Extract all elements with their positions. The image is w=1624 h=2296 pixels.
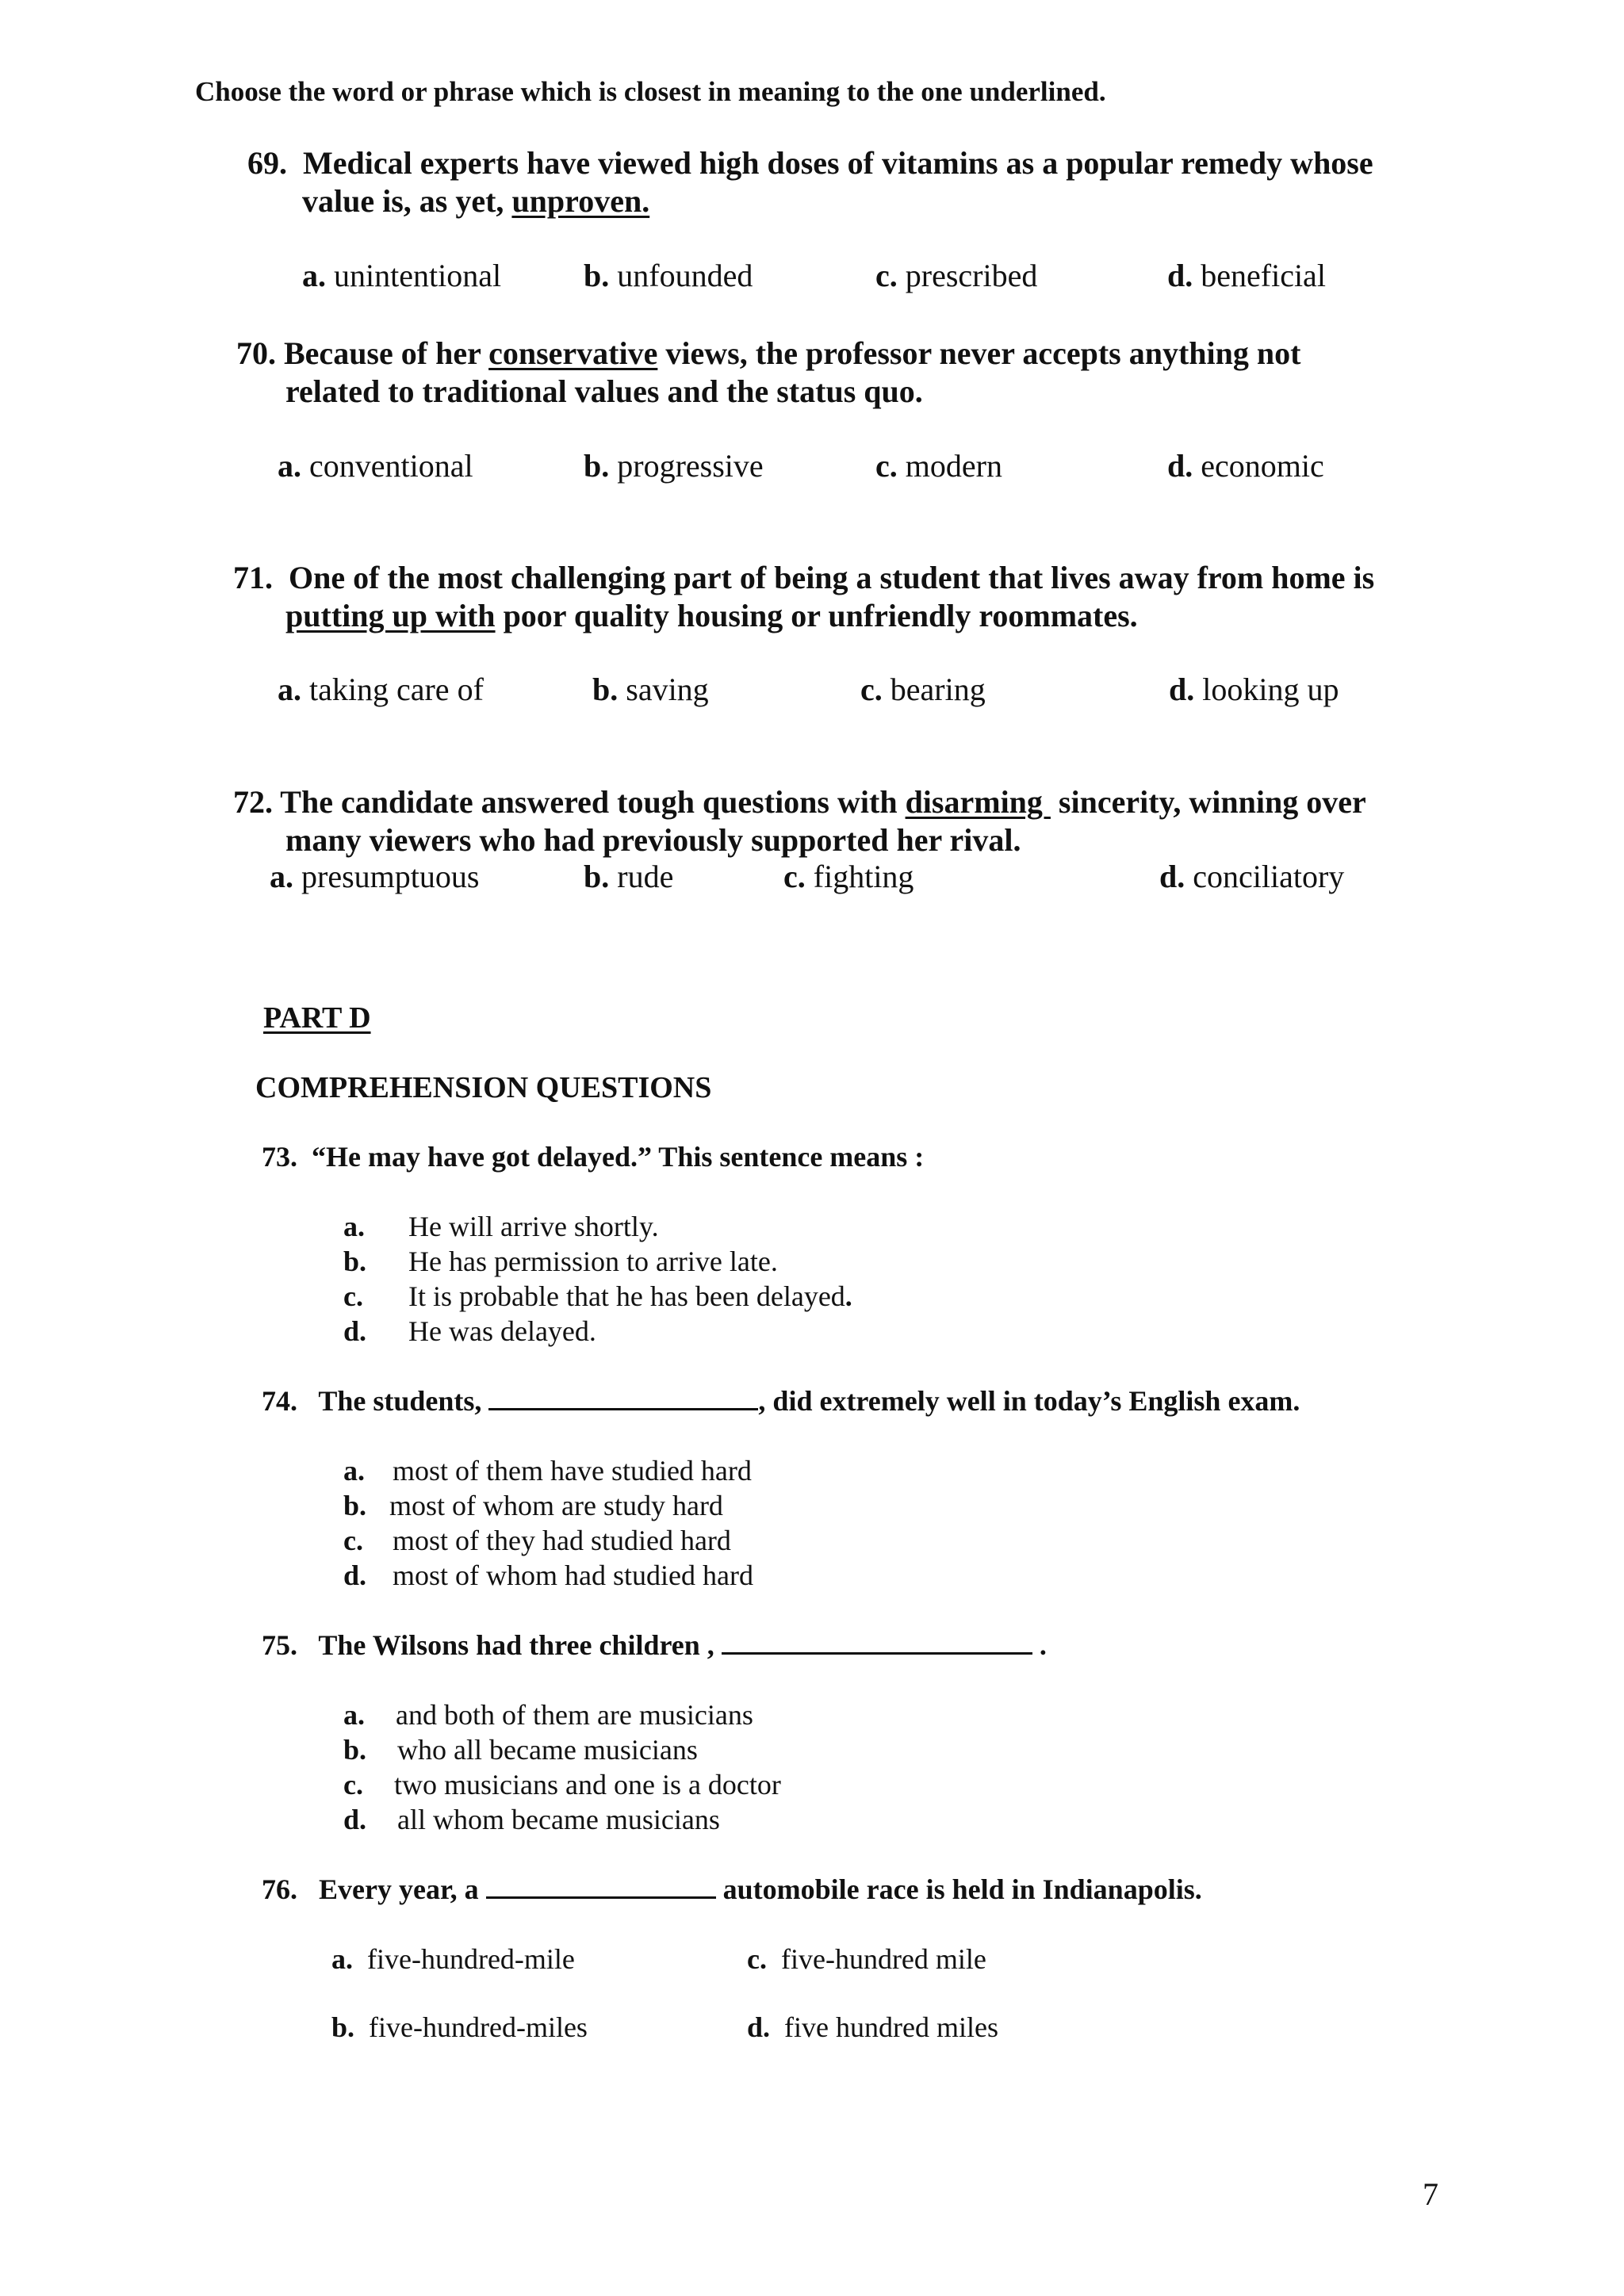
option-letter: b. — [343, 1734, 367, 1766]
question-text: sincerity, winning over — [1050, 784, 1366, 820]
option-b[interactable] — [592, 671, 709, 708]
option-letter: b. — [343, 1490, 367, 1521]
option-letter: c. — [783, 859, 806, 894]
option-d[interactable] — [747, 2011, 998, 2044]
underlined-phrase: putting up with — [285, 598, 496, 633]
option-text: modern — [905, 448, 1002, 484]
option-text: looking up — [1202, 672, 1339, 707]
question-number: 73. — [262, 1141, 297, 1173]
option-text: presumptuous — [301, 859, 480, 894]
option-text: most of whom had studied hard — [393, 1559, 753, 1591]
question-text: Because of her — [284, 335, 489, 371]
option-letter: d. — [1167, 258, 1193, 293]
option-c[interactable] — [343, 1280, 852, 1313]
option-text: who all became musicians — [397, 1734, 698, 1766]
option-letter: c. — [875, 258, 898, 293]
option-letter: a. — [270, 859, 293, 894]
option-b[interactable] — [343, 1733, 698, 1766]
question-76 — [262, 1873, 1202, 1906]
option-text: most of they had studied hard — [393, 1525, 731, 1556]
option-period: . — [845, 1280, 852, 1312]
option-c[interactable] — [343, 1524, 731, 1557]
question-69 — [247, 144, 1373, 182]
option-a[interactable] — [278, 447, 473, 484]
question-text: The Wilsons had three children , — [318, 1629, 722, 1661]
option-text: taking care of — [309, 672, 484, 707]
question-text: value is, as yet, — [302, 183, 512, 219]
option-letter: d. — [747, 2011, 771, 2043]
page-number: 7 — [1423, 2176, 1438, 2212]
option-text: prescribed — [905, 258, 1038, 293]
question-number: 72. — [233, 784, 273, 820]
question-73 — [262, 1140, 924, 1173]
question-69-line2 — [302, 182, 649, 220]
option-d[interactable] — [1167, 257, 1326, 294]
option-b[interactable] — [343, 1489, 723, 1522]
question-number: 70. — [236, 335, 276, 371]
option-letter: c. — [860, 672, 883, 707]
option-c[interactable] — [860, 671, 986, 708]
option-letter: c. — [747, 1943, 767, 1975]
option-text: most of whom are study hard — [389, 1490, 723, 1521]
option-text: all whom became musicians — [397, 1804, 720, 1835]
option-letter: a. — [343, 1211, 365, 1242]
option-d[interactable] — [1159, 858, 1344, 895]
question-74 — [262, 1384, 1300, 1418]
option-d[interactable] — [343, 1314, 596, 1348]
question-text: The candidate answered tough questions with — [280, 784, 906, 820]
question-text: views, the professor never accepts anything not — [657, 335, 1301, 371]
question-text: automobile race is held in Indianapolis. — [715, 1873, 1202, 1905]
option-text: five-hundred-mile — [367, 1943, 575, 1975]
question-72 — [233, 783, 1366, 821]
option-text: and both of them are musicians — [396, 1699, 753, 1731]
option-letter: b. — [331, 2011, 355, 2043]
question-70-line2: related to traditional values and the status quo. — [285, 373, 923, 409]
option-c[interactable] — [343, 1768, 781, 1801]
option-d[interactable] — [1167, 447, 1324, 484]
question-text: . — [1032, 1629, 1047, 1661]
option-letter: c. — [343, 1280, 363, 1312]
option-c[interactable] — [875, 447, 1002, 484]
question-71 — [233, 559, 1374, 597]
option-text: bearing — [890, 672, 986, 707]
option-a[interactable] — [343, 1454, 752, 1487]
option-letter: b. — [584, 448, 610, 484]
option-letter: b. — [584, 859, 610, 894]
underlined-word: conservative — [488, 335, 658, 371]
question-71-line2 — [285, 597, 1138, 635]
option-letter: b. — [343, 1246, 367, 1277]
option-letter: d. — [343, 1315, 367, 1347]
option-a[interactable] — [302, 257, 501, 294]
option-d[interactable] — [343, 1559, 753, 1592]
option-text: It is probable that he has been delayed — [408, 1280, 845, 1312]
option-letter: a. — [343, 1455, 365, 1487]
option-letter: c. — [343, 1525, 363, 1556]
question-number: 74. — [262, 1385, 297, 1417]
option-text: beneficial — [1201, 258, 1326, 293]
option-letter: a. — [278, 448, 301, 484]
option-letter: d. — [343, 1804, 367, 1835]
option-c[interactable] — [747, 1942, 986, 1976]
option-text: progressive — [617, 448, 764, 484]
option-a[interactable] — [331, 1942, 575, 1976]
option-b[interactable] — [584, 447, 764, 484]
option-letter: a. — [278, 672, 301, 707]
option-b[interactable] — [343, 1245, 778, 1278]
option-c[interactable] — [875, 257, 1037, 294]
option-text: He was delayed. — [408, 1315, 596, 1347]
instruction-text: Choose the word or phrase which is closest in meaning to the one underlined. — [195, 76, 1106, 107]
option-d[interactable] — [1169, 671, 1339, 708]
option-a[interactable] — [343, 1210, 659, 1243]
option-text: unintentional — [334, 258, 502, 293]
question-72-line2: many viewers who had previously supported her rival. — [285, 822, 1021, 858]
option-c[interactable] — [783, 858, 914, 895]
answer-blank — [722, 1652, 1032, 1655]
option-a[interactable] — [278, 671, 484, 708]
option-text: five-hundred-miles — [369, 2011, 588, 2043]
option-text: five hundred miles — [784, 2011, 998, 2043]
question-text: One of the most challenging part of being a student that lives away from home is — [289, 560, 1375, 595]
option-letter: d. — [1169, 672, 1195, 707]
underlined-word: disarming — [905, 784, 1051, 820]
question-number: 71. — [233, 560, 273, 595]
option-text: He has permission to arrive late. — [408, 1246, 778, 1277]
question-text: poor quality housing or unfriendly roommates. — [495, 598, 1138, 633]
answer-blank — [488, 1408, 758, 1410]
option-letter: d. — [343, 1559, 367, 1591]
answer-blank — [486, 1896, 716, 1899]
option-text: conciliatory — [1193, 859, 1345, 894]
option-a[interactable] — [343, 1698, 753, 1732]
option-text: He will arrive shortly. — [408, 1211, 659, 1242]
option-text: five-hundred mile — [780, 1943, 986, 1975]
option-b[interactable] — [584, 858, 673, 895]
question-text: , did extremely well in today’s English exam. — [758, 1385, 1300, 1417]
option-b[interactable] — [584, 257, 753, 294]
option-letter: d. — [1159, 859, 1185, 894]
option-letter: a. — [331, 1943, 353, 1975]
option-a[interactable] — [270, 858, 479, 895]
question-70 — [236, 335, 1300, 373]
part-d-heading: PART D — [263, 1001, 371, 1035]
question-number: 75. — [262, 1629, 297, 1661]
question-text: Every year, a — [319, 1873, 486, 1905]
underlined-word: unproven. — [511, 183, 650, 219]
option-letter: b. — [592, 672, 619, 707]
option-b[interactable] — [331, 2011, 588, 2044]
option-letter: c. — [343, 1769, 363, 1800]
question-number: 69. — [247, 145, 287, 181]
option-text: unfounded — [617, 258, 753, 293]
option-text: conventional — [309, 448, 473, 484]
option-text: economic — [1201, 448, 1324, 484]
question-number: 76. — [262, 1873, 297, 1905]
option-letter: c. — [875, 448, 898, 484]
option-text: most of them have studied hard — [393, 1455, 752, 1487]
option-letter: a. — [302, 258, 326, 293]
question-75 — [262, 1628, 1047, 1662]
option-text: saving — [626, 672, 709, 707]
option-text: two musicians and one is a doctor — [394, 1769, 781, 1800]
option-text: rude — [617, 859, 674, 894]
option-text: fighting — [813, 859, 914, 894]
question-text: The students, — [318, 1385, 489, 1417]
option-d[interactable] — [343, 1803, 720, 1836]
question-text: Medical experts have viewed high doses of vitamins as a popular remedy whose — [303, 145, 1373, 181]
question-text: “He may have got delayed.” This sentence means : — [312, 1141, 925, 1173]
option-letter: d. — [1167, 448, 1193, 484]
comprehension-heading: COMPREHENSION QUESTIONS — [255, 1071, 712, 1104]
option-letter: b. — [584, 258, 610, 293]
option-letter: a. — [343, 1699, 365, 1731]
